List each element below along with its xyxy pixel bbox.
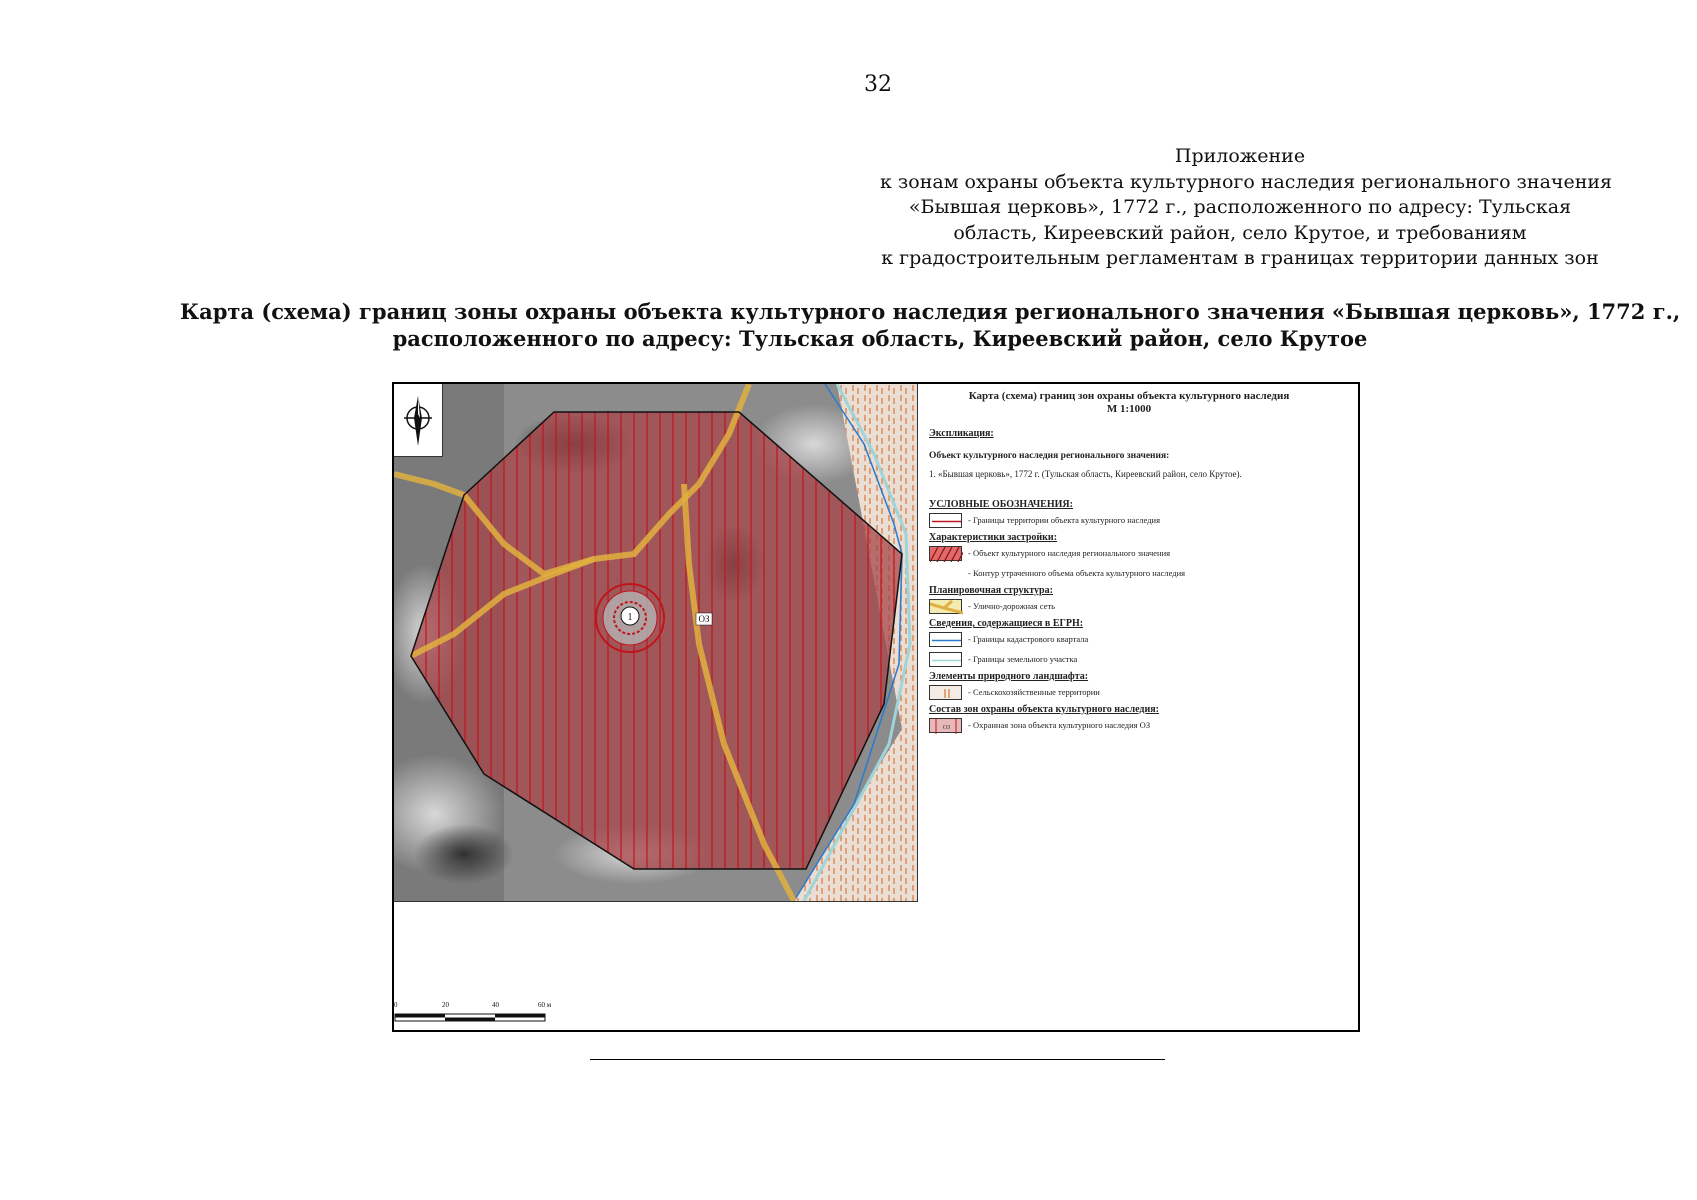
legend-title <box>929 390 1329 416</box>
agricultural-symbol <box>929 685 962 700</box>
page-number: 32 <box>864 72 892 97</box>
planning-heading: Планировочная структура: <box>929 585 1053 596</box>
legend-label: - Охранная зона объекта культурного наследия ОЗ <box>968 720 1151 730</box>
object-heading: Объект культурного наследия регионального значения: <box>929 451 1170 461</box>
legend-label: - Объект культурного наследия регионального значения <box>968 548 1171 558</box>
zones-heading: Состав зон охраны объекта культурного наследия: <box>929 704 1159 715</box>
compass-icon <box>394 384 442 456</box>
legend-label: - Сельскохозяйственные территории <box>968 687 1100 697</box>
map-frame <box>392 382 1360 1032</box>
appendix-line: к зонам охраны объекта культурного наследия регионального значения <box>880 170 1613 193</box>
scale-bar <box>394 1001 554 1031</box>
landscape-heading: Элементы природного ландшафта: <box>929 671 1089 682</box>
territory-border-symbol <box>929 513 962 528</box>
legend-label: - Границы кадастрового квартала <box>968 634 1089 644</box>
scale-label: 40 <box>492 1001 499 1009</box>
map-legend <box>929 390 1349 735</box>
legend-row-cadastral-border <box>929 629 1349 649</box>
legend-title-line: Карта (схема) границ зон охраны объекта культурного наследия <box>968 390 1290 402</box>
appendix-line: область, Киреевский район, село Крутое, и требованиям <box>953 221 1527 244</box>
legend-label: - Улично-дорожная сеть <box>968 601 1056 611</box>
legend-row-road-network <box>929 596 1349 616</box>
heritage-object-symbol <box>929 546 962 561</box>
legend-label: - Границы земельного участка <box>968 654 1078 664</box>
scale-label: 60 м <box>538 1001 552 1009</box>
road-network-symbol <box>929 599 962 614</box>
legend-label: - Границы территории объекта культурного наследия <box>968 515 1160 525</box>
symbols-heading: УСЛОВНЫЕ ОБОЗНАЧЕНИЯ: <box>929 499 1073 510</box>
legend-row-lost-volume <box>929 563 1349 583</box>
scale-ruler <box>394 1012 554 1024</box>
map-title-line: Карта (схема) границ зоны охраны объекта культурного наследия регионального значения «Бывшая церковь», 1772 г., <box>180 299 1681 324</box>
building-heading: Характеристики застройки: <box>929 532 1058 543</box>
explication-heading: Экспликация: <box>929 428 994 439</box>
cadastral-border-symbol <box>929 632 962 647</box>
appendix-line: Приложение <box>1174 145 1306 167</box>
legend-scale: М 1:1000 <box>1106 403 1152 415</box>
legend-row-heritage-object <box>929 543 1349 563</box>
protection-zone-symbol <box>929 718 962 733</box>
legend-row-agricultural <box>929 682 1349 702</box>
map-title-line: расположенного по адресу: Тульская область, Киреевский район, село Крутое <box>392 326 1368 351</box>
satellite-map <box>394 384 918 902</box>
scale-label: 0 <box>394 1001 398 1009</box>
legend-label: - Контур утраченного объема объекта культурного наследия <box>968 568 1186 578</box>
legend-row-protection-zone <box>929 715 1349 735</box>
appendix-heading <box>880 144 1613 272</box>
egrn-heading: Сведения, содержащиеся в ЕГРН: <box>929 618 1084 629</box>
object-item: 1. «Бывшая церковь», 1772 г. (Тульская область, Киреевский район, село Крутое). <box>929 469 1242 479</box>
bottom-rule <box>590 1059 1165 1060</box>
land-plot-border-symbol <box>929 652 962 667</box>
appendix-line: к градостроительным регламентам в границах территории данных зон <box>881 247 1599 269</box>
legend-row-territory-border <box>929 510 1349 530</box>
legend-row-land-plot-border <box>929 649 1349 669</box>
object-marker: 1 <box>627 612 633 623</box>
scale-label: 20 <box>442 1001 449 1009</box>
zone-label: ОЗ <box>698 614 710 624</box>
appendix-line: «Бывшая церковь», 1772 г., расположенного по адресу: Тульская <box>908 196 1572 218</box>
north-arrow <box>394 384 443 457</box>
protection-zone-symbol-text: ОЗ <box>942 724 951 731</box>
map-title <box>180 298 1681 352</box>
